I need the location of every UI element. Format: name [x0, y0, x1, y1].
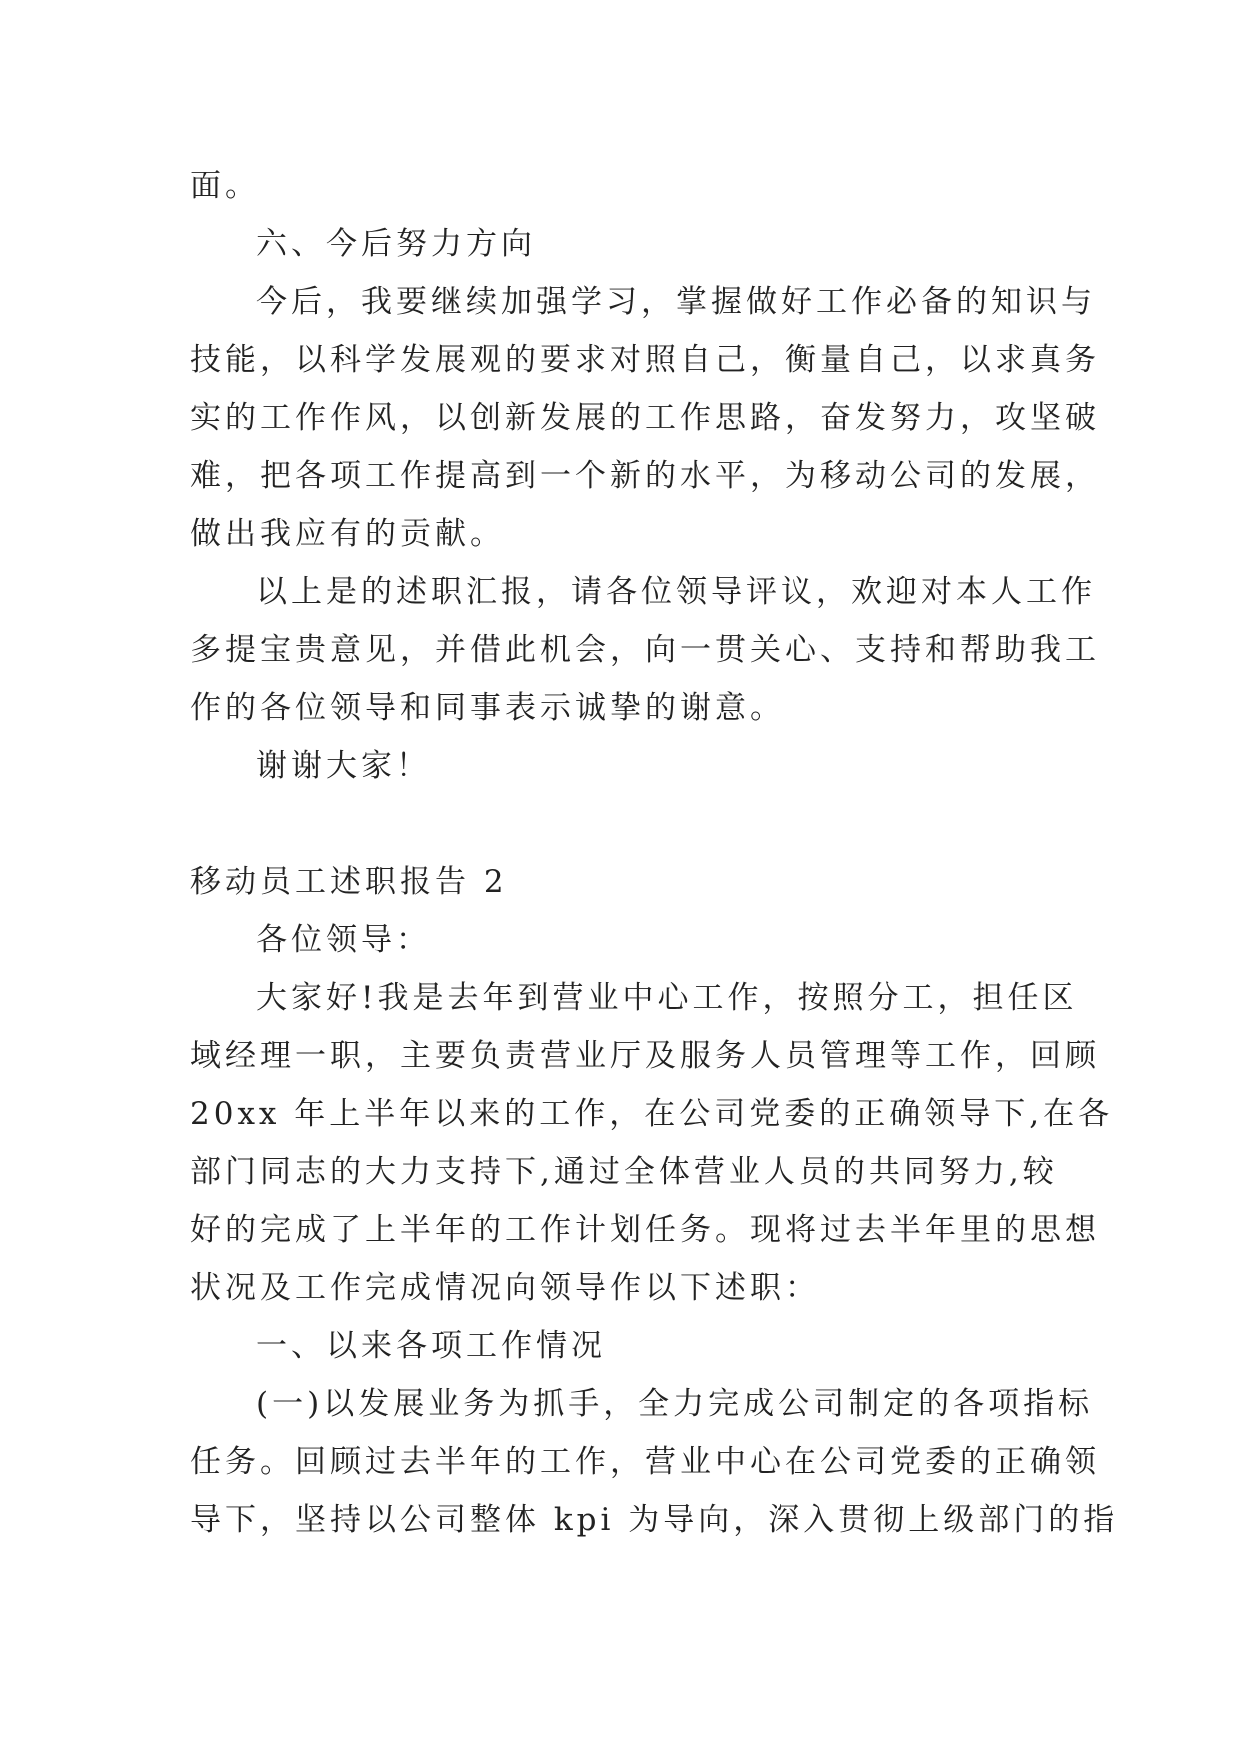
salutation: 各位领导：	[256, 922, 431, 958]
section-heading: 六、今后努力方向	[256, 226, 536, 262]
report-title: 移动员工述职报告 2	[190, 864, 508, 900]
text-line: 部门同志的大力支持下,通过全体营业人员的共同努力,较	[190, 1154, 1058, 1190]
text-line: 20xx 年上半年以来的工作，在公司党委的正确领导下,在各	[190, 1096, 1114, 1132]
text-line: 大家好!我是去年到营业中心工作，按照分工，担任区	[256, 980, 1078, 1016]
text-line: 导下，坚持以公司整体 kpi 为导向，深入贯彻上级部门的指	[190, 1502, 1119, 1538]
text-line: 状况及工作完成情况向领导作以下述职：	[190, 1270, 820, 1306]
text-line: 难，把各项工作提高到一个新的水平，为移动公司的发展，	[190, 458, 1100, 494]
text-line: 作的各位领导和同事表示诚挚的谢意。	[190, 690, 785, 726]
text-line: 好的完成了上半年的工作计划任务。现将过去半年里的思想	[190, 1212, 1100, 1248]
text-line: 面。	[190, 168, 260, 204]
text-line: 任务。回顾过去半年的工作，营业中心在公司党委的正确领	[190, 1444, 1100, 1480]
text-line: (一)以发展业务为抓手，全力完成公司制定的各项指标	[256, 1386, 1094, 1422]
text-line: 今后，我要继续加强学习，掌握做好工作必备的知识与	[256, 284, 1096, 320]
text-line: 以上是的述职汇报，请各位领导评议，欢迎对本人工作	[256, 574, 1096, 610]
text-line: 实的工作作风，以创新发展的工作思路，奋发努力，攻坚破	[190, 400, 1100, 436]
section-heading: 一、以来各项工作情况	[256, 1328, 606, 1364]
text-line: 技能，以科学发展观的要求对照自己，衡量自己，以求真务	[190, 342, 1100, 378]
text-line: 域经理一职，主要负责营业厅及服务人员管理等工作，回顾	[190, 1038, 1100, 1074]
text-line: 谢谢大家！	[256, 748, 431, 784]
text-line: 多提宝贵意见，并借此机会，向一贯关心、支持和帮助我工	[190, 632, 1100, 668]
text-line: 做出我应有的贡献。	[190, 516, 505, 552]
